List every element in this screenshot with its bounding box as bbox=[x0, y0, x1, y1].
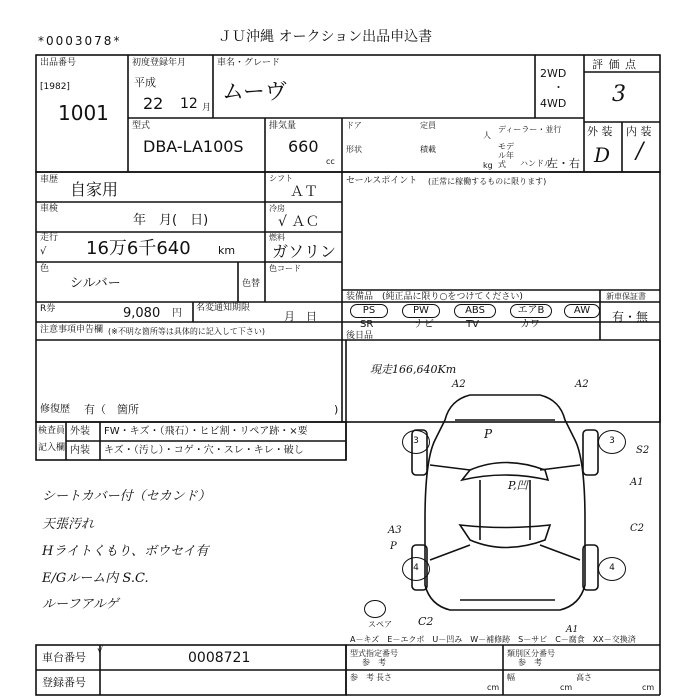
equip-navi: ナビ bbox=[414, 319, 434, 330]
score-label: 評 価 点 bbox=[592, 58, 637, 71]
mark-a1-rear: A1 bbox=[566, 625, 579, 635]
equip-ps: PS bbox=[350, 304, 388, 318]
mark-3-right: 3 bbox=[598, 430, 626, 454]
color-code-label: 色コード bbox=[269, 264, 301, 273]
length-unit: cm bbox=[487, 683, 500, 692]
inspector-label-1: 検査員 bbox=[38, 426, 66, 436]
repair-label: 修復歴 bbox=[40, 404, 70, 415]
chassis-check: √ bbox=[97, 645, 104, 656]
class-num-label: 類別区分番号 bbox=[507, 649, 555, 658]
recycle-value: 9,080 bbox=[123, 306, 161, 321]
car-name: ムーヴ bbox=[222, 80, 287, 105]
reg-year-label: 初度登録年月 bbox=[132, 58, 187, 68]
name-label: 車名・グレード bbox=[217, 58, 281, 68]
sales-point-label: セールスポイント bbox=[346, 176, 418, 186]
ext-label: 外 装 bbox=[587, 125, 613, 138]
name-change-value: 月 日 bbox=[284, 310, 317, 323]
mark-a1-right: A1 bbox=[630, 477, 644, 488]
model-num-ref: 参 考 bbox=[362, 658, 386, 667]
mark-4-left: 4 bbox=[402, 557, 430, 581]
height-label: 高さ bbox=[576, 673, 592, 682]
equip-tv: TV bbox=[466, 319, 479, 330]
inspector-row1-head: 外装 bbox=[70, 426, 90, 437]
reg-month: 12 bbox=[180, 96, 198, 112]
note-line-5: ルーフアルゲ bbox=[42, 597, 119, 612]
chassis-label: 車台番号 bbox=[42, 651, 86, 664]
note-line-1: シートカバー付（セカンド） bbox=[42, 489, 211, 504]
mark-p-left: P bbox=[390, 541, 397, 552]
inspector-label-2: 記入欄 bbox=[38, 443, 66, 453]
drive-2wd: 2WD bbox=[540, 67, 567, 80]
equip-pw: PW bbox=[402, 304, 440, 318]
handle-label: ハンドル bbox=[520, 159, 552, 168]
mileage-label: 走行 bbox=[40, 233, 59, 243]
equip-leather: カワ bbox=[520, 319, 540, 330]
car-diagram bbox=[412, 395, 598, 610]
load-label: 積載 bbox=[420, 145, 436, 154]
color-value: シルバー bbox=[70, 276, 121, 291]
name-change-label: 名変通知期限 bbox=[196, 303, 251, 313]
int-label: 内 装 bbox=[626, 125, 652, 138]
drive-dot: ・ bbox=[553, 81, 564, 94]
mileage-unit: km bbox=[218, 244, 236, 257]
length-label: 長さ bbox=[376, 673, 392, 682]
entry-no-label: 出品番号 bbox=[40, 58, 77, 68]
load-unit: kg bbox=[483, 161, 493, 170]
mark-a2-left: A2 bbox=[452, 379, 466, 390]
mark-a3: A3 bbox=[388, 525, 402, 536]
reg-year: 22 bbox=[143, 94, 164, 113]
ac-value: √ ＡＣ bbox=[278, 214, 320, 230]
inspector-row1: FW・キズ・（飛石）・ヒビ割・リペア跡・×要 bbox=[104, 426, 308, 437]
history-label: 車歴 bbox=[40, 175, 59, 185]
mark-a2-right: A2 bbox=[575, 379, 589, 390]
mark-c2-rear: C2 bbox=[418, 615, 434, 628]
era: 平成 bbox=[134, 76, 156, 89]
inspector-row2-head: 内装 bbox=[70, 445, 90, 456]
height-unit: cm bbox=[642, 683, 655, 692]
mark-p-roof: P bbox=[484, 427, 493, 441]
model-num-label: 型式指定番号 bbox=[350, 649, 398, 658]
equipment-sub: (純正品に限り○をつけてください) bbox=[382, 292, 523, 302]
recycle-label: R券 bbox=[40, 304, 56, 314]
dealer-label: ディーラー・並行 bbox=[498, 125, 562, 134]
shape-label: 形状 bbox=[346, 145, 362, 154]
mark-4-right: 4 bbox=[598, 557, 626, 581]
ext-grade: D bbox=[594, 143, 611, 167]
color-label: 色 bbox=[40, 264, 50, 274]
color-change-label: 色替 bbox=[242, 279, 261, 289]
reg-number-label: 登録番号 bbox=[42, 676, 86, 689]
shift-value: ＡＴ bbox=[290, 184, 318, 200]
serial-number: *0003078* bbox=[38, 34, 122, 48]
chassis-value: 0008721 bbox=[188, 650, 251, 666]
mark-c2-right: C2 bbox=[630, 523, 645, 534]
history-value: 自家用 bbox=[70, 180, 119, 199]
disp-value: 660 bbox=[288, 137, 319, 156]
disp-label: 排気量 bbox=[269, 121, 297, 131]
equip-sr: SR bbox=[360, 319, 374, 330]
class-num-ref: 参 考 bbox=[518, 658, 542, 667]
diagram-mileage-note: 現走166,640Km bbox=[370, 363, 457, 376]
recycle-unit: 円 bbox=[172, 308, 182, 319]
handle-value: 左・右 bbox=[547, 157, 580, 170]
new-car-value: 有・無 bbox=[612, 310, 649, 324]
form-title: ＪＵ沖縄 オークション出品申込書 bbox=[218, 29, 433, 45]
mileage-check: √ bbox=[40, 246, 47, 257]
model-label: 型式 bbox=[132, 121, 151, 131]
shift-label: シフト bbox=[269, 174, 293, 183]
spare-label: スペア bbox=[368, 620, 392, 629]
equip-aw: AW bbox=[564, 304, 600, 318]
model-year-label: モデル年式 bbox=[498, 142, 514, 169]
equip-abs: ABS bbox=[454, 304, 496, 318]
capacity-unit: 人 bbox=[483, 131, 491, 140]
mark-p-dent: P,凹 bbox=[508, 479, 528, 492]
model-value: DBA-LA100S bbox=[143, 137, 244, 156]
repair-close: ) bbox=[334, 403, 339, 416]
equip-airbag: エアB bbox=[510, 304, 552, 318]
drive-4wd: 4WD bbox=[540, 97, 567, 110]
entry-sub: [1982] bbox=[40, 82, 70, 92]
inspection-value: 年 月( 日) bbox=[133, 213, 209, 228]
mark-s2: S2 bbox=[636, 445, 650, 456]
width-unit: cm bbox=[560, 683, 573, 692]
width-label: 幅 bbox=[507, 673, 515, 682]
ac-label: 冷房 bbox=[269, 204, 285, 213]
note-line-4: E/Gルーム内 S.C. bbox=[42, 571, 149, 586]
spare-tire-icon bbox=[364, 600, 386, 618]
door-label: ドア bbox=[346, 121, 362, 130]
score-value: 3 bbox=[612, 82, 626, 107]
notes-label: 注意事項申告欄 bbox=[40, 325, 104, 335]
mark-3-left: 3 bbox=[402, 430, 430, 454]
note-line-2: 天張汚れ bbox=[42, 517, 95, 532]
fitted-label: 後日品 bbox=[346, 331, 374, 341]
mileage-value: 16万6千640 bbox=[86, 238, 191, 259]
inspector-row2: キズ・（汚し）・コゲ・穴・スレ・キレ・破し bbox=[104, 445, 304, 456]
sales-point-sub: (正常に稼働するものに限ります) bbox=[428, 177, 547, 186]
capacity-label: 定員 bbox=[420, 121, 436, 130]
equipment-label: 装備品 bbox=[346, 292, 374, 302]
length-ref: 参 考 bbox=[350, 673, 374, 682]
damage-legend: A－キズ E－エクボ U－凹み W－補修跡 S－サビ C－腐食 XX－交換済 bbox=[350, 635, 636, 644]
disp-unit: cc bbox=[326, 157, 335, 166]
month-unit: 月 bbox=[202, 103, 212, 113]
inspection-label: 車検 bbox=[40, 204, 59, 214]
note-line-3: Hライトくもり、ボウセイ有 bbox=[42, 544, 209, 559]
fuel-label: 燃料 bbox=[269, 233, 285, 242]
fuel-value: ガソリン bbox=[272, 242, 337, 261]
notes-sub: (※不明な箇所等は具体的に記入して下さい) bbox=[108, 327, 265, 336]
int-grade: / bbox=[636, 139, 644, 164]
new-car-label: 新車保証書 bbox=[606, 292, 646, 301]
entry-no: 1001 bbox=[58, 101, 109, 125]
repair-value: 有（ 箇所 bbox=[84, 403, 139, 416]
